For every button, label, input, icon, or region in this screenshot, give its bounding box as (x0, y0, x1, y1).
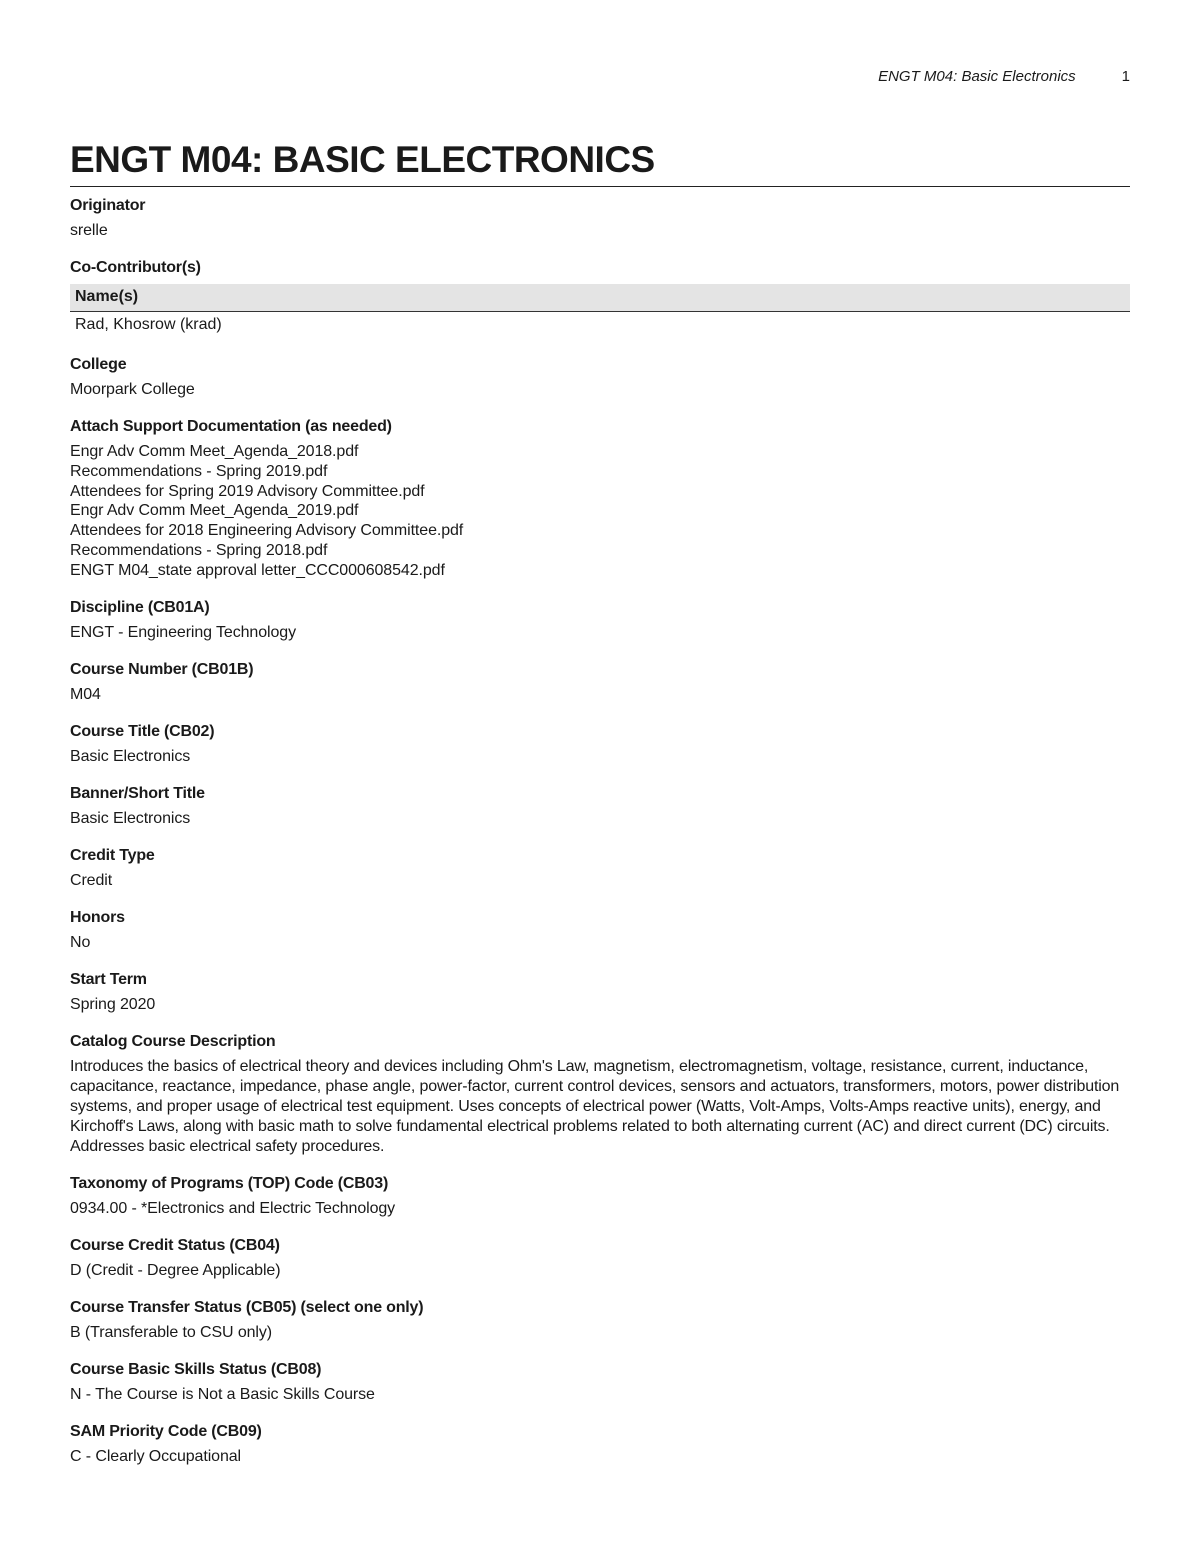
attachment-link[interactable]: Attendees for Spring 2019 Advisory Committee.pdf (70, 482, 425, 500)
discipline-value: ENGT - Engineering Technology (70, 623, 296, 641)
credit-type-field (70, 846, 1130, 891)
sam-code-label: SAM Priority Code (CB09) (70, 1422, 262, 1440)
transfer-status-value: B (Transferable to CSU only) (70, 1323, 273, 1341)
co-contributors-label: Co-Contributor(s) (70, 259, 201, 276)
contributor-name: Rad, Khosrow (krad) (75, 316, 222, 333)
co-contributors-table (70, 284, 1130, 338)
college-field (70, 355, 1130, 400)
course-title-field (70, 722, 1130, 767)
sam-code-value: C - Clearly Occupational (70, 1447, 241, 1465)
banner-title-field (70, 784, 1130, 829)
top-code-value: 0934.00 - *Electronics and Electric Technology (70, 1199, 396, 1217)
credit-status-field (70, 1236, 1130, 1281)
credit-status-label: Course Credit Status (CB04) (70, 1236, 280, 1254)
credit-type-label: Credit Type (70, 846, 155, 864)
attachment-link[interactable]: ENGT M04_state approval letter_CCC000608542.pdf (70, 561, 445, 579)
basic-skills-label: Course Basic Skills Status (CB08) (70, 1360, 322, 1378)
sam-code-field (70, 1422, 1130, 1467)
originator-value: srelle (70, 222, 108, 239)
table-row (70, 312, 1130, 339)
course-number-label: Course Number (CB01B) (70, 660, 254, 678)
credit-type-value: Credit (70, 871, 113, 889)
honors-value: No (70, 933, 91, 951)
page-title: ENGT M04: BASIC ELECTRONICS (70, 138, 1130, 187)
names-column-header: Name(s) (70, 284, 1130, 312)
transfer-status-label: Course Transfer Status (CB05) (select one only) (70, 1298, 424, 1316)
originator-field (70, 196, 1130, 241)
running-header-title: ENGT M04: Basic Electronics (878, 68, 1076, 85)
top-code-field (70, 1174, 1130, 1219)
banner-title-value: Basic Electronics (70, 809, 191, 827)
basic-skills-field (70, 1360, 1130, 1405)
attachment-link[interactable]: Recommendations - Spring 2019.pdf (70, 462, 328, 480)
start-term-value: Spring 2020 (70, 995, 156, 1013)
start-term-field (70, 970, 1130, 1015)
transfer-status-field (70, 1298, 1130, 1343)
attachment-link[interactable]: Recommendations - Spring 2018.pdf (70, 541, 328, 559)
start-term-label: Start Term (70, 970, 147, 988)
support-docs-field (70, 417, 1130, 581)
running-header (878, 68, 1130, 85)
college-value: Moorpark College (70, 381, 195, 398)
co-contributors-field (70, 258, 1130, 338)
attachment-link[interactable]: Engr Adv Comm Meet_Agenda_2018.pdf (70, 443, 359, 460)
discipline-field (70, 598, 1130, 643)
table-header-row (70, 284, 1130, 312)
attachment-link[interactable]: Attendees for 2018 Engineering Advisory Committee.pdf (70, 522, 464, 540)
honors-label: Honors (70, 908, 125, 926)
originator-label: Originator (70, 197, 146, 214)
credit-status-value: D (Credit - Degree Applicable) (70, 1261, 281, 1279)
catalog-description-value: Introduces the basics of electrical theory and devices including Ohm's Law, magnetism, electromagnetism, voltage, resistance, current, inductance, capacitance, reactance, impedance, phase angle, power-factor, current control devices, sensors and actuators, transformers, motors, power distribution systems, and proper usage of electrical test equipment. Uses concepts of electrical power (Watts, Volt-Amps, Volts-Amps reactive units), energy, and Kirchoff's Laws, along with basic math to solve fundamental electrical problems related to both alternating current (AC) and direct current (DC) circuits. Addresses basic electrical safety procedures. (70, 1057, 1120, 1155)
page-number: 1 (1121, 68, 1130, 85)
course-number-field (70, 660, 1130, 705)
top-code-label: Taxonomy of Programs (TOP) Code (CB03) (70, 1174, 389, 1192)
catalog-description-label: Catalog Course Description (70, 1032, 276, 1050)
attachment-link[interactable]: Engr Adv Comm Meet_Agenda_2019.pdf (70, 502, 359, 520)
discipline-label: Discipline (CB01A) (70, 598, 210, 616)
course-number-value: M04 (70, 685, 101, 703)
support-docs-list (70, 442, 1130, 581)
course-title-label: Course Title (CB02) (70, 722, 215, 740)
course-title-value: Basic Electronics (70, 747, 191, 765)
honors-field (70, 908, 1130, 953)
college-label: College (70, 356, 127, 373)
basic-skills-value: N - The Course is Not a Basic Skills Course (70, 1385, 375, 1403)
support-docs-label: Attach Support Documentation (as needed) (70, 418, 392, 435)
document-body (70, 138, 1130, 1467)
banner-title-label: Banner/Short Title (70, 784, 205, 802)
catalog-description-field (70, 1032, 1130, 1157)
